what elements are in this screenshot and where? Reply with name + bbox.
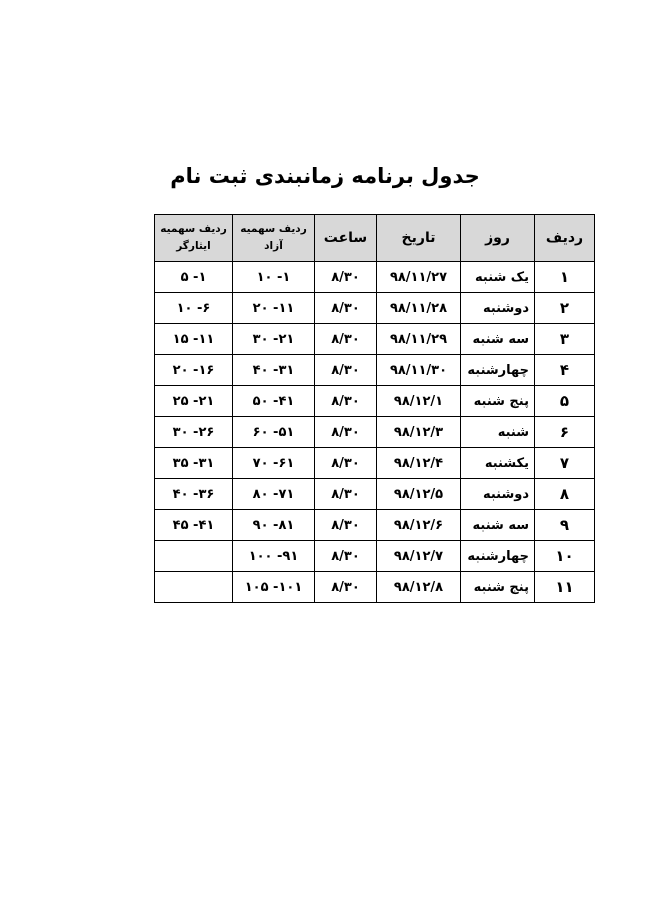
- cell-radif: ۹: [535, 510, 595, 541]
- header-free-quota-line1: ردیف سهمیه: [240, 223, 307, 235]
- cell-day: چهارشنبه: [461, 541, 535, 572]
- cell-time: ۸/۳۰: [315, 541, 377, 572]
- cell-time: ۸/۳۰: [315, 262, 377, 293]
- cell-isargar-quota: ۱- ۵: [155, 262, 233, 293]
- cell-isargar-quota: [155, 541, 233, 572]
- cell-isargar-quota: ۳۱- ۳۵: [155, 448, 233, 479]
- cell-time: ۸/۳۰: [315, 572, 377, 603]
- cell-day: پنج شنبه: [461, 572, 535, 603]
- cell-date: ۹۸/۱۲/۸: [377, 572, 461, 603]
- cell-free-quota: ۱۰۱- ۱۰۵: [233, 572, 315, 603]
- header-radif: ردیف: [535, 215, 595, 262]
- table-row: [155, 479, 595, 510]
- cell-day: دوشنبه: [461, 293, 535, 324]
- cell-radif: ۱: [535, 262, 595, 293]
- cell-free-quota: ۱۱- ۲۰: [233, 293, 315, 324]
- table-row: [155, 417, 595, 448]
- cell-date: ۹۸/۱۱/۲۷: [377, 262, 461, 293]
- cell-date: ۹۸/۱۲/۵: [377, 479, 461, 510]
- cell-date: ۹۸/۱۲/۱: [377, 386, 461, 417]
- cell-free-quota: ۱- ۱۰: [233, 262, 315, 293]
- cell-isargar-quota: ۳۶- ۴۰: [155, 479, 233, 510]
- cell-day: یک شنبه: [461, 262, 535, 293]
- header-isargar-quota-line2: ایثارگر: [176, 240, 211, 252]
- cell-isargar-quota: ۴۱- ۴۵: [155, 510, 233, 541]
- cell-radif: ۵: [535, 386, 595, 417]
- header-isargar-quota: [155, 215, 233, 262]
- cell-day: دوشنبه: [461, 479, 535, 510]
- cell-free-quota: ۵۱- ۶۰: [233, 417, 315, 448]
- cell-date: ۹۸/۱۱/۲۹: [377, 324, 461, 355]
- cell-date: ۹۸/۱۲/۳: [377, 417, 461, 448]
- cell-radif: ۲: [535, 293, 595, 324]
- table-row: [155, 448, 595, 479]
- cell-time: ۸/۳۰: [315, 324, 377, 355]
- cell-isargar-quota: [155, 572, 233, 603]
- cell-day: چهارشنبه: [461, 355, 535, 386]
- cell-isargar-quota: ۲۶- ۳۰: [155, 417, 233, 448]
- cell-free-quota: ۹۱- ۱۰۰: [233, 541, 315, 572]
- table-row: [155, 324, 595, 355]
- header-time: ساعت: [315, 215, 377, 262]
- table-row: [155, 293, 595, 324]
- cell-isargar-quota: ۱۶- ۲۰: [155, 355, 233, 386]
- cell-radif: ۳: [535, 324, 595, 355]
- cell-day: سه شنبه: [461, 324, 535, 355]
- cell-date: ۹۸/۱۲/۷: [377, 541, 461, 572]
- header-isargar-quota-line1: ردیف سهمیه: [160, 223, 227, 235]
- cell-radif: ۴: [535, 355, 595, 386]
- cell-isargar-quota: ۱۱- ۱۵: [155, 324, 233, 355]
- cell-date: ۹۸/۱۲/۴: [377, 448, 461, 479]
- cell-time: ۸/۳۰: [315, 479, 377, 510]
- table-row: [155, 572, 595, 603]
- cell-radif: ۱۰: [535, 541, 595, 572]
- cell-date: ۹۸/۱۱/۲۸: [377, 293, 461, 324]
- cell-day: شنبه: [461, 417, 535, 448]
- cell-free-quota: ۶۱- ۷۰: [233, 448, 315, 479]
- header-date: تاریخ: [377, 215, 461, 262]
- page-title: جدول برنامه زمانبندی ثبت نام: [170, 164, 480, 188]
- table-row: [155, 541, 595, 572]
- cell-radif: ۷: [535, 448, 595, 479]
- cell-time: ۸/۳۰: [315, 293, 377, 324]
- cell-day: یکشنبه: [461, 448, 535, 479]
- cell-time: ۸/۳۰: [315, 510, 377, 541]
- schedule-table: [154, 214, 595, 603]
- header-row: [155, 215, 595, 262]
- cell-isargar-quota: ۶- ۱۰: [155, 293, 233, 324]
- header-free-quota: [233, 215, 315, 262]
- cell-radif: ۸: [535, 479, 595, 510]
- cell-date: ۹۸/۱۲/۶: [377, 510, 461, 541]
- cell-free-quota: ۸۱- ۹۰: [233, 510, 315, 541]
- cell-time: ۸/۳۰: [315, 448, 377, 479]
- cell-day: پنج شنبه: [461, 386, 535, 417]
- cell-time: ۸/۳۰: [315, 355, 377, 386]
- table-row: [155, 386, 595, 417]
- cell-isargar-quota: ۲۱- ۲۵: [155, 386, 233, 417]
- cell-free-quota: ۳۱- ۴۰: [233, 355, 315, 386]
- header-day: روز: [461, 215, 535, 262]
- cell-day: سه شنبه: [461, 510, 535, 541]
- cell-time: ۸/۳۰: [315, 417, 377, 448]
- table-row: [155, 510, 595, 541]
- cell-free-quota: ۷۱- ۸۰: [233, 479, 315, 510]
- cell-free-quota: ۴۱- ۵۰: [233, 386, 315, 417]
- cell-date: ۹۸/۱۱/۳۰: [377, 355, 461, 386]
- table-row: [155, 355, 595, 386]
- table-row: [155, 262, 595, 293]
- cell-radif: ۶: [535, 417, 595, 448]
- cell-time: ۸/۳۰: [315, 386, 377, 417]
- cell-free-quota: ۲۱- ۳۰: [233, 324, 315, 355]
- header-free-quota-line2: آزاد: [264, 240, 283, 252]
- cell-radif: ۱۱: [535, 572, 595, 603]
